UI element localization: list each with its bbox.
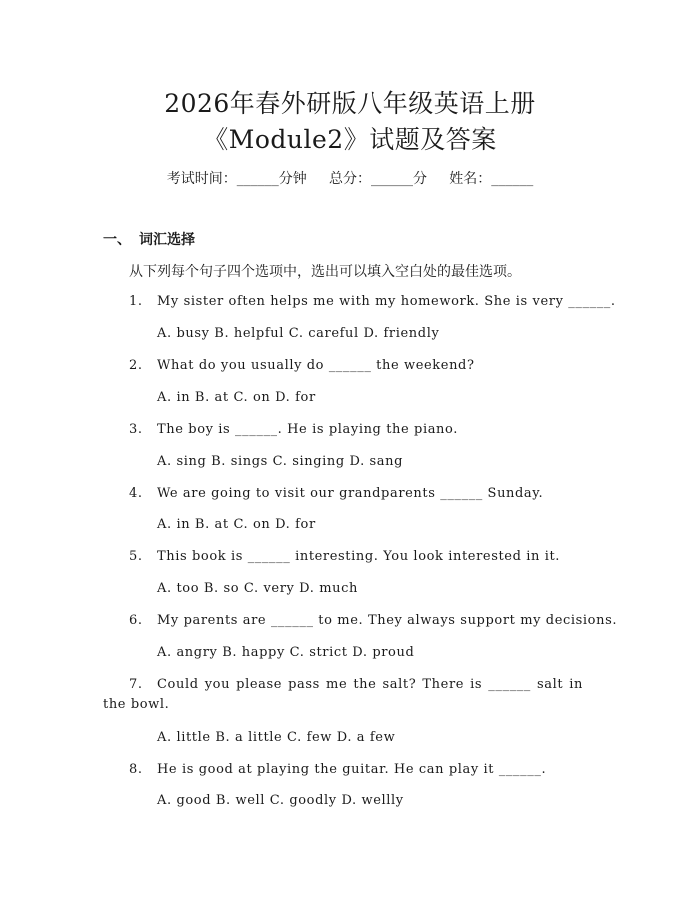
question-text: The boy is ______. He is playing the piano. <box>157 422 458 437</box>
question-number: 2. <box>129 358 143 373</box>
question-number: 4. <box>129 486 143 501</box>
question-text: This book is ______ interesting. You look interested in it. <box>157 549 561 564</box>
question-8-options: A. good B. well C. goodly D. wellly <box>157 793 404 808</box>
question-6 <box>129 613 618 628</box>
question-number: 8. <box>129 762 143 777</box>
question-7 <box>103 675 583 715</box>
section-instruction: 从下列每个句子四个选项中，选出可以填入空白处的最佳选项。 <box>129 264 521 280</box>
question-number: 6. <box>129 613 143 628</box>
question-4 <box>129 486 544 501</box>
question-2 <box>129 358 475 373</box>
question-number: 5. <box>129 549 143 564</box>
question-2-options: A. in B. at C. on D. for <box>157 390 316 405</box>
document-title-line2: 《Module2》试题及答案 <box>203 125 497 154</box>
question-number: 3. <box>129 422 143 437</box>
question-1-options: A. busy B. helpful C. careful D. friendly <box>157 326 440 341</box>
question-8 <box>129 762 547 777</box>
question-3-options: A. sing B. sings C. singing D. sang <box>157 454 404 469</box>
document-title-line1: 2026年春外研版八年级英语上册 <box>164 89 536 118</box>
question-6-options: A. angry B. happy C. strict D. proud <box>157 645 415 660</box>
question-text: My sister often helps me with my homework. She is very ______. <box>157 294 616 309</box>
question-text: He is good at playing the guitar. He can play it ______. <box>157 762 547 777</box>
question-4-options: A. in B. at C. on D. for <box>157 517 316 532</box>
question-text: What do you usually do ______ the weekend? <box>157 358 475 373</box>
question-text: Could you please pass me the salt? There is ______ salt in the bowl. <box>103 677 583 712</box>
question-number: 7. <box>129 677 143 692</box>
question-7-options: A. little B. a little C. few D. a few <box>157 730 396 745</box>
question-5-options: A. too B. so C. very D. much <box>157 581 358 596</box>
question-text: We are going to visit our grandparents ______ Sunday. <box>157 486 544 501</box>
section-heading <box>103 229 195 249</box>
question-5 <box>129 549 561 564</box>
section-number: 一、 <box>103 232 131 248</box>
question-3 <box>129 422 458 437</box>
question-number: 1. <box>129 294 143 309</box>
question-1 <box>129 294 616 309</box>
section-title: 词汇选择 <box>139 232 195 248</box>
exam-info-line: 考试时间：______分钟 总分：______分 姓名：______ <box>166 171 534 187</box>
question-text: My parents are ______ to me. They always support my decisions. <box>157 613 618 628</box>
